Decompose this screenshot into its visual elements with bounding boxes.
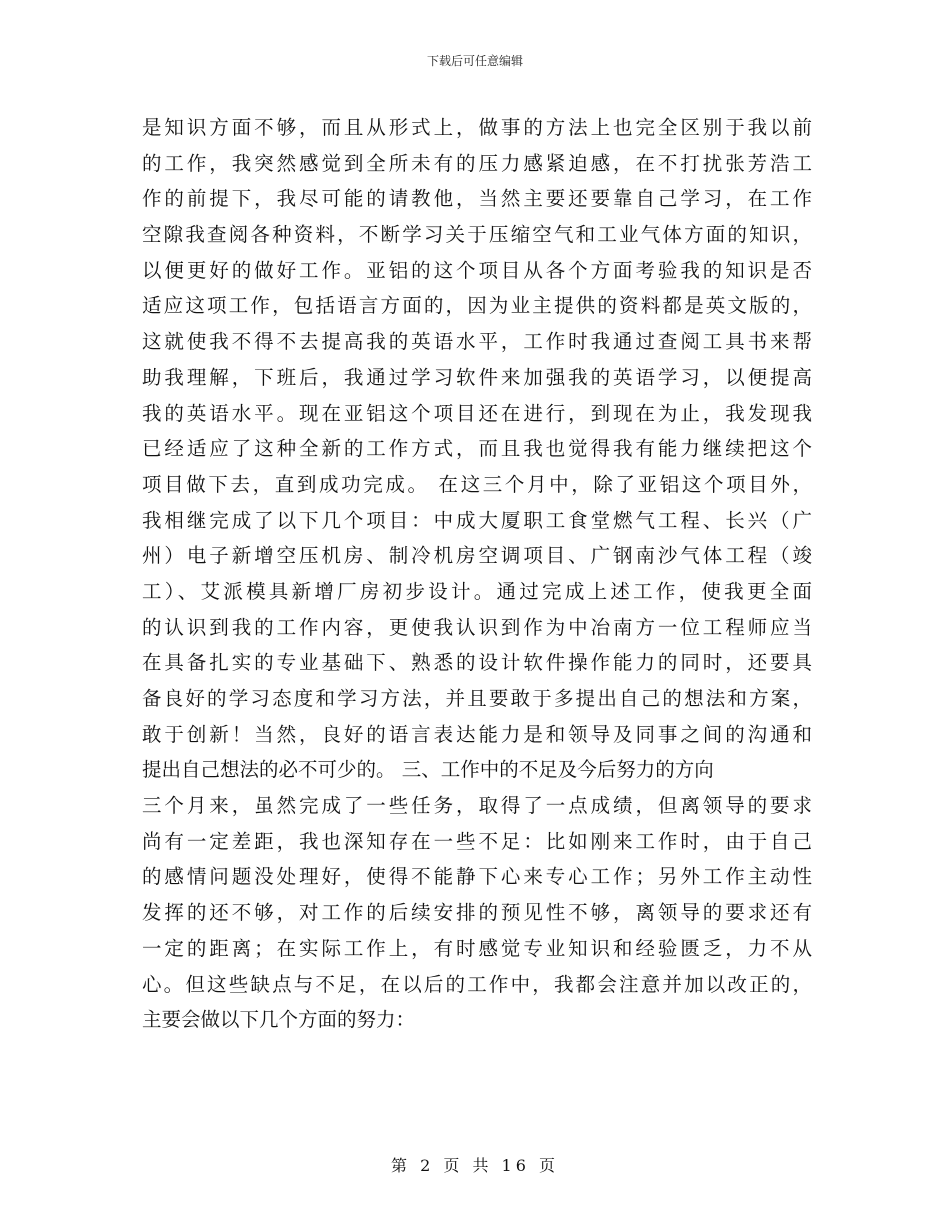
page-number: 第 2 页 共 16 页 [391, 1156, 559, 1175]
body-line: 这就使我不得不去提高我的英语水平，工作时我通过查阅工具书来帮 [142, 330, 812, 354]
body-line: 在具备扎实的专业基础下、熟悉的设计软件操作能力的同时，还要具 [142, 651, 812, 675]
body-line: 我的英语水平。现在亚铝这个项目还在进行，到现在为止，我发现我 [142, 401, 812, 425]
body-line: 州）电子新增空压机房、制冷机房空调项目、广钢南沙气体工程（竣 [142, 544, 812, 568]
body-line: 的认识到我的工作内容，更使我认识到作为中冶南方一位工程师应当 [142, 615, 812, 639]
body-line: 心。但这些缺点与不足，在以后的工作中，我都会注意并加以改正的， [142, 972, 812, 996]
body-line: 助我理解，下班后，我通过学习软件来加强我的英语学习，以便提高 [142, 365, 812, 389]
body-line: 我相继完成了以下几个项目：中成大厦职工食堂燃气工程、长兴（广 [142, 508, 812, 532]
page-header: 下载后可任意编辑 [426, 54, 523, 68]
body-line: 敢于创新！当然，良好的语言表达能力是和领导及同事之间的沟通和 [142, 722, 812, 746]
body-line: 以便更好的做好工作。亚铝的这个项目从各个方面考验我的知识是否 [142, 258, 812, 282]
body-line: 提出自己想法的必不可少的。 三、工作中的不足及今后努力的方向 [142, 758, 714, 782]
body-line: 备良好的学习态度和学习方法，并且要敢于多提出自己的想法和方案， [142, 687, 812, 710]
body-line: 空隙我查阅各种资料，不断学习关于压缩空气和工业气体方面的知识， [142, 223, 812, 247]
body-line: 三个月来，虽然完成了一些任务，取得了一点成绩，但离领导的要求 [142, 794, 812, 818]
body-line: 的感情问题没处理好，使得不能静下心来专心工作；另外工作主动性 [142, 865, 812, 889]
body-line: 适应这项工作，包括语言方面的，因为业主提供的资料都是英文版的， [142, 294, 812, 318]
document-body [142, 110, 812, 1038]
body-line: 尚有一定差距，我也深知存在一些不足：比如刚来工作时，由于自己 [142, 829, 812, 853]
body-line: 是知识方面不够，而且从形式上，做事的方法上也完全区别于我以前 [142, 116, 812, 139]
body-line: 发挥的还不够，对工作的后续安排的预见性不够，离领导的要求还有 [142, 901, 812, 925]
body-line: 项目做下去，直到成功完成。 在这三个月中，除了亚铝这个项目外， [142, 472, 812, 496]
body-line: 的工作，我突然感觉到全所未有的压力感紧迫感，在不打扰张芳浩工 [142, 151, 812, 175]
body-line: 一定的距离；在实际工作上，有时感觉专业知识和经验匮乏，力不从 [142, 936, 812, 960]
body-line: 主要会做以下几个方面的努力： [142, 1008, 416, 1032]
body-line: 已经适应了这种全新的工作方式，而且我也觉得我有能力继续把这个 [142, 437, 812, 461]
body-line: 作的前提下，我尽可能的请教他，当然主要还要靠自己学习，在工作 [142, 187, 812, 211]
body-line: 工）、艾派模具新增厂房初步设计。通过完成上述工作，使我更全面 [142, 579, 812, 603]
